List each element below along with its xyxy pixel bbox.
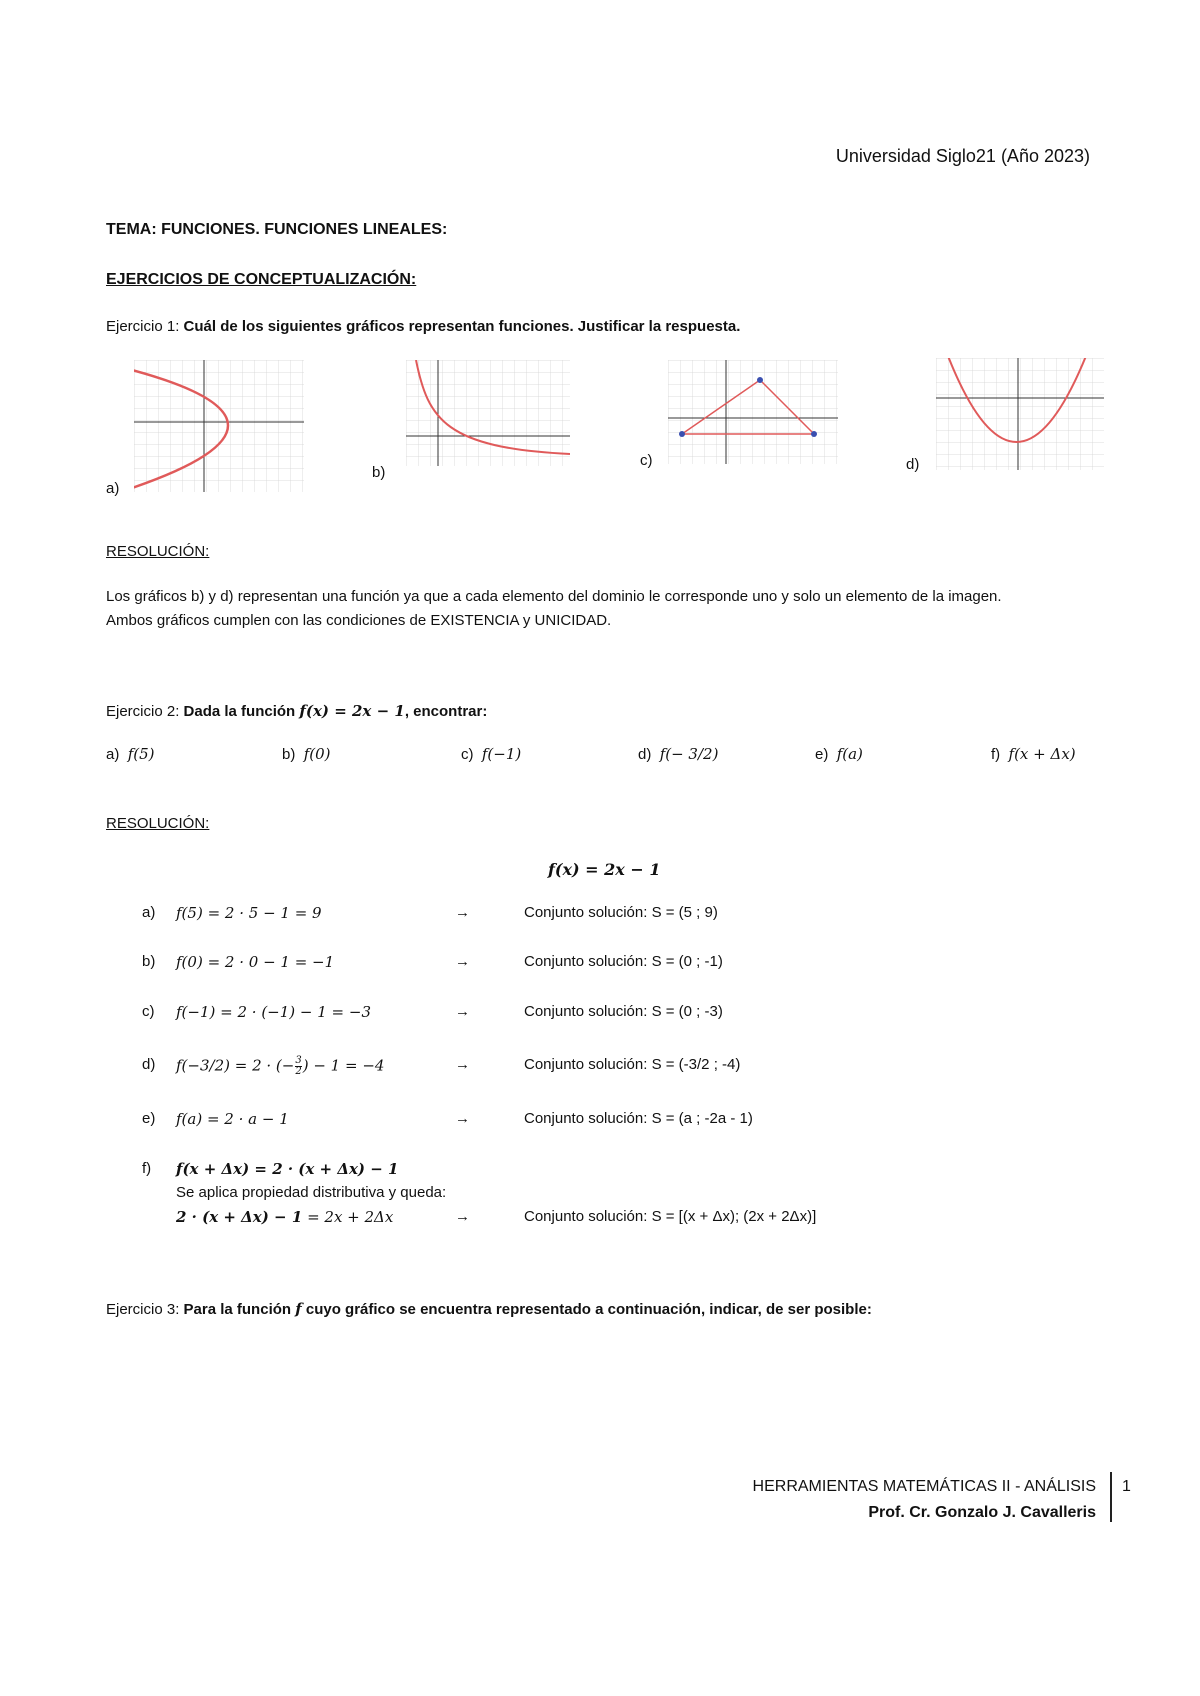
ex2-item-c-expr: f(−1) <box>481 745 522 763</box>
exercise-1-text: Cuál de los siguientes gráficos representan funciones. Justificar la respuesta. <box>183 318 741 335</box>
solution-d-arrow: → <box>455 1056 470 1073</box>
ex2-item-b-letter: b) <box>282 746 296 763</box>
ex2-item-b <box>282 745 331 763</box>
solution-f-line3 <box>176 1208 393 1226</box>
solution-a-arrow: → <box>455 904 470 921</box>
solution-d-expr-end: ) − 1 = −4 <box>302 1056 385 1075</box>
ex2-item-d-letter: d) <box>638 746 652 763</box>
solution-c-set: Conjunto solución: S = (0 ; -3) <box>524 1003 723 1020</box>
ex2-item-e-letter: e) <box>815 746 829 763</box>
resolution-2-function: f(x) = 2x − 1 <box>548 860 661 879</box>
resolution-1-line2: Ambos gráficos cumplen con las condiciones de EXISTENCIA y UNICIDAD. <box>106 612 612 629</box>
exercise-1-label: Ejercicio 1: <box>106 318 180 335</box>
solution-f-set: Conjunto solución: S = [(x + Δx); (2x + 2Δx)] <box>524 1208 817 1225</box>
graph-a <box>134 360 304 492</box>
resolution-2-title: RESOLUCIÓN: <box>106 815 210 832</box>
exercise-2-intro: Dada la función <box>183 703 296 720</box>
solution-f-arrow: → <box>455 1208 470 1225</box>
solution-e-expr: f(a) = 2 · a − 1 <box>176 1110 289 1128</box>
solution-c-expr: f(−1) = 2 · (−1) − 1 = −3 <box>176 1003 371 1021</box>
exercise-2-suffix: , encontrar: <box>404 703 488 720</box>
exercise-2-statement <box>106 702 487 720</box>
solution-b-expr: f(0) = 2 · 0 − 1 = −1 <box>176 953 335 971</box>
footer-professor: Prof. Cr. Gonzalo J. Cavalleris <box>868 1504 1096 1521</box>
solution-e-letter: e) <box>142 1110 156 1127</box>
graph-b <box>406 360 570 466</box>
ex2-item-c <box>461 745 521 763</box>
solution-f-line3-bold: 2 · (x + Δx) − 1 <box>176 1208 303 1226</box>
ex2-item-b-expr: f(0) <box>303 745 331 763</box>
ex2-item-c-letter: c) <box>461 746 474 763</box>
graph-d-label: d) <box>906 456 920 473</box>
solution-b-letter: b) <box>142 953 156 970</box>
solution-c-letter: c) <box>142 1003 155 1020</box>
exercise-2-label: Ejercicio 2: <box>106 703 180 720</box>
footer-divider <box>1110 1472 1112 1522</box>
graph-b-label: b) <box>372 464 386 481</box>
solution-d-letter: d) <box>142 1056 156 1073</box>
ex2-item-a <box>106 745 155 763</box>
solution-a-expr: f(5) = 2 · 5 − 1 = 9 <box>176 904 322 922</box>
exercise-3-f: f <box>295 1300 302 1318</box>
ex2-item-f <box>991 745 1076 763</box>
solution-a-letter: a) <box>142 904 156 921</box>
solution-d-expr-start: f(−3/2) = 2 · (− <box>176 1056 295 1075</box>
graph-d <box>936 358 1104 470</box>
exercise-3-text-after: cuyo gráfico se encuentra representado a continuación, indicar, de ser posible: <box>305 1301 872 1318</box>
exercise-2-function: f(x) = 2x − 1 <box>299 702 405 720</box>
ex2-item-f-expr: f(x + Δx) <box>1008 745 1076 763</box>
ex2-item-a-letter: a) <box>106 746 120 763</box>
solution-a-set: Conjunto solución: S = (5 ; 9) <box>524 904 718 921</box>
solution-b-set: Conjunto solución: S = (0 ; -1) <box>524 953 723 970</box>
exercise-3-statement <box>106 1300 872 1318</box>
solution-e-set: Conjunto solución: S = (a ; -2a - 1) <box>524 1110 753 1127</box>
solution-f-line2: Se aplica propiedad distributiva y queda: <box>176 1184 447 1201</box>
exercise-1-statement <box>106 318 740 335</box>
header-university: Universidad Siglo21 (Año 2023) <box>835 146 1090 166</box>
solution-f-letter: f) <box>142 1160 152 1177</box>
resolution-1-line1: Los gráficos b) y d) representan una función ya que a cada elemento del dominio le corresponde uno y solo un elemento de la imagen. <box>106 588 1002 605</box>
solution-d-frac-den: 2 <box>295 1066 302 1077</box>
solution-c-arrow: → <box>455 1003 470 1020</box>
solution-f-line1: f(x + Δx) = 2 · (x + Δx) − 1 <box>176 1160 399 1178</box>
ex2-item-e-expr: f(a) <box>836 745 863 763</box>
solution-e-arrow: → <box>455 1110 470 1127</box>
footer-page-number: 1 <box>1122 1478 1131 1495</box>
solution-d-frac-num: 3 <box>295 1055 302 1066</box>
resolution-1-title: RESOLUCIÓN: <box>106 543 210 560</box>
ex2-item-d <box>638 745 718 763</box>
topic-title: TEMA: FUNCIONES. FUNCIONES LINEALES: <box>106 221 448 238</box>
solution-d-expr <box>176 1056 384 1077</box>
exercise-3-label: Ejercicio 3: <box>106 1301 180 1318</box>
solution-d-set: Conjunto solución: S = (-3/2 ; -4) <box>524 1056 741 1073</box>
graph-c-label: c) <box>640 452 653 469</box>
ex2-item-a-expr: f(5) <box>127 745 155 763</box>
graph-c <box>668 360 838 464</box>
solution-d-fraction <box>295 1056 301 1077</box>
solution-f-line3-rest: = 2x + 2Δx <box>302 1208 394 1226</box>
ex2-item-e <box>815 745 863 763</box>
ex2-item-f-letter: f) <box>991 746 1001 763</box>
footer-course: HERRAMIENTAS MATEMÁTICAS II - ANÁLISIS <box>752 1478 1096 1495</box>
section-title: EJERCICIOS DE CONCEPTUALIZACIÓN: <box>106 271 417 288</box>
solution-b-arrow: → <box>455 953 470 970</box>
exercise-3-text-before: Para la función <box>183 1301 292 1318</box>
graph-a-label: a) <box>106 480 120 497</box>
ex2-item-d-expr: f(− 3/2) <box>659 745 719 763</box>
